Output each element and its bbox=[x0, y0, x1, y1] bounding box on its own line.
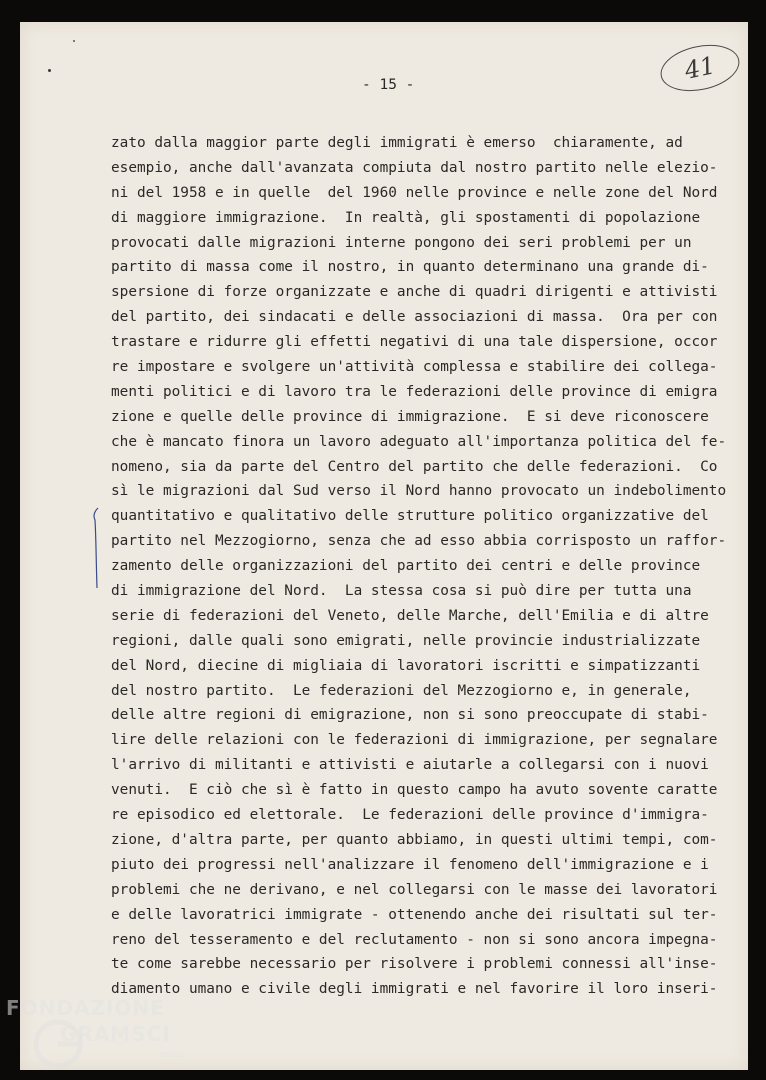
text-line: del Nord, diecine di migliaia di lavoratori iscritti e simpatizzanti bbox=[111, 657, 701, 674]
ink-speck bbox=[73, 40, 75, 42]
text-line: re impostare e svolgere un'attività complessa e stabilire dei collega- bbox=[111, 359, 718, 376]
text-line: nomeno, sia da parte del Centro del partito che delle federazioni. Co bbox=[111, 458, 718, 475]
watermark-line2: GRAMSCI bbox=[60, 1022, 171, 1046]
text-line: te come sarebbe necessario per risolvere i problemi connessi all'inse- bbox=[111, 956, 718, 973]
text-line: delle altre regioni di emigrazione, non si sono preoccupate di stabi- bbox=[111, 707, 709, 724]
text-line: quantitativo e qualitativo delle strutture politico organizzative del bbox=[111, 508, 709, 525]
text-line: sì le migrazioni dal Sud verso il Nord hanno provocato un indebolimento bbox=[111, 483, 727, 500]
text-line: esempio, anche dall'avanzata compiuta dal nostro partito nelle elezio- bbox=[111, 159, 718, 176]
text-line: spersione di forze organizzate e anche di quadri dirigenti e attivisti bbox=[111, 284, 718, 301]
text-line: serie di federazioni del Veneto, delle Marche, dell'Emilia e di altre bbox=[111, 607, 709, 624]
text-line: ni del 1958 e in quelle del 1960 nelle province e nelle zone del Nord bbox=[111, 184, 718, 201]
text-line: di maggiore immigrazione. In realtà, gli spostamenti di popolazione bbox=[111, 209, 701, 226]
text-line: zato dalla maggior parte degli immigrati è emerso chiaramente, ad bbox=[111, 135, 683, 151]
text-line: menti politici e di lavoro tra le federazioni delle province di emigra bbox=[111, 383, 718, 400]
text-line: venuti. E ciò che sì è fatto in questo campo ha avuto sovente caratte bbox=[111, 782, 718, 799]
text-line: zamento delle organizzazioni del partito dei centri e delle province bbox=[111, 558, 701, 575]
text-line: piuto dei progressi nell'analizzare il fenomeno dell'immigrazione e i bbox=[111, 856, 709, 873]
text-line: partito di massa come il nostro, in quanto determinano una grande di- bbox=[111, 259, 709, 276]
text-line: problemi che ne derivano, e nel collegarsi con le masse dei lavoratori bbox=[111, 881, 718, 898]
text-line: trastare e ridurre gli effetti negativi di una tale dispersione, occor bbox=[111, 334, 718, 351]
text-line: che è mancato finora un lavoro adeguato all'importanza politica del fe- bbox=[111, 433, 727, 450]
text-line: provocati dalle migrazioni interne pongono dei seri problemi per un bbox=[111, 234, 692, 251]
ink-speck bbox=[48, 69, 51, 72]
text-line: zione, d'altra parte, per quanto abbiamo, in questi ultimi tempi, com- bbox=[111, 831, 718, 848]
text-line: zione e quelle delle province di immigrazione. E si deve riconoscere bbox=[111, 408, 709, 425]
body-text bbox=[111, 131, 741, 1002]
text-line: del partito, dei sindacati e delle associazioni di massa. Ora per con bbox=[111, 309, 718, 326]
fondazione-gramsci-watermark bbox=[2, 996, 202, 1080]
text-line: partito nel Mezzogiorno, senza che ad esso abbia corrisposto un raffor- bbox=[111, 533, 727, 550]
text-line: di immigrazione del Nord. La stessa cosa si può dire per tutta una bbox=[111, 583, 692, 600]
text-line: regioni, dalle quali sono emigrati, nelle provincie industrializzate bbox=[111, 632, 701, 649]
margin-pen-mark bbox=[89, 506, 103, 590]
text-line: e delle lavoratrici immigrate - ottenendo anche dei risultati sul ter- bbox=[111, 906, 718, 923]
text-line: reno del tesseramento e del reclutamento - non si sono ancora impegna- bbox=[111, 931, 718, 948]
watermark-suffix: onlus bbox=[160, 1050, 185, 1060]
text-line: re episodico ed elettorale. Le federazioni delle province d'immigra- bbox=[111, 807, 709, 824]
text-line: del nostro partito. Le federazioni del Mezzogiorno e, in generale, bbox=[111, 682, 692, 699]
archive-folio-number: 41 bbox=[656, 38, 743, 98]
page-number: - 15 - bbox=[362, 77, 415, 93]
watermark-line1: FONDAZIONE bbox=[6, 996, 165, 1020]
text-line: l'arrivo di militanti e attivisti e aiutarle a collegarsi con i nuovi bbox=[111, 757, 709, 774]
text-line: lire delle relazioni con le federazioni di immigrazione, per segnalare bbox=[111, 732, 718, 749]
text-line: diamento umano e civile degli immigrati e nel favorire il loro inseri- bbox=[111, 981, 718, 998]
